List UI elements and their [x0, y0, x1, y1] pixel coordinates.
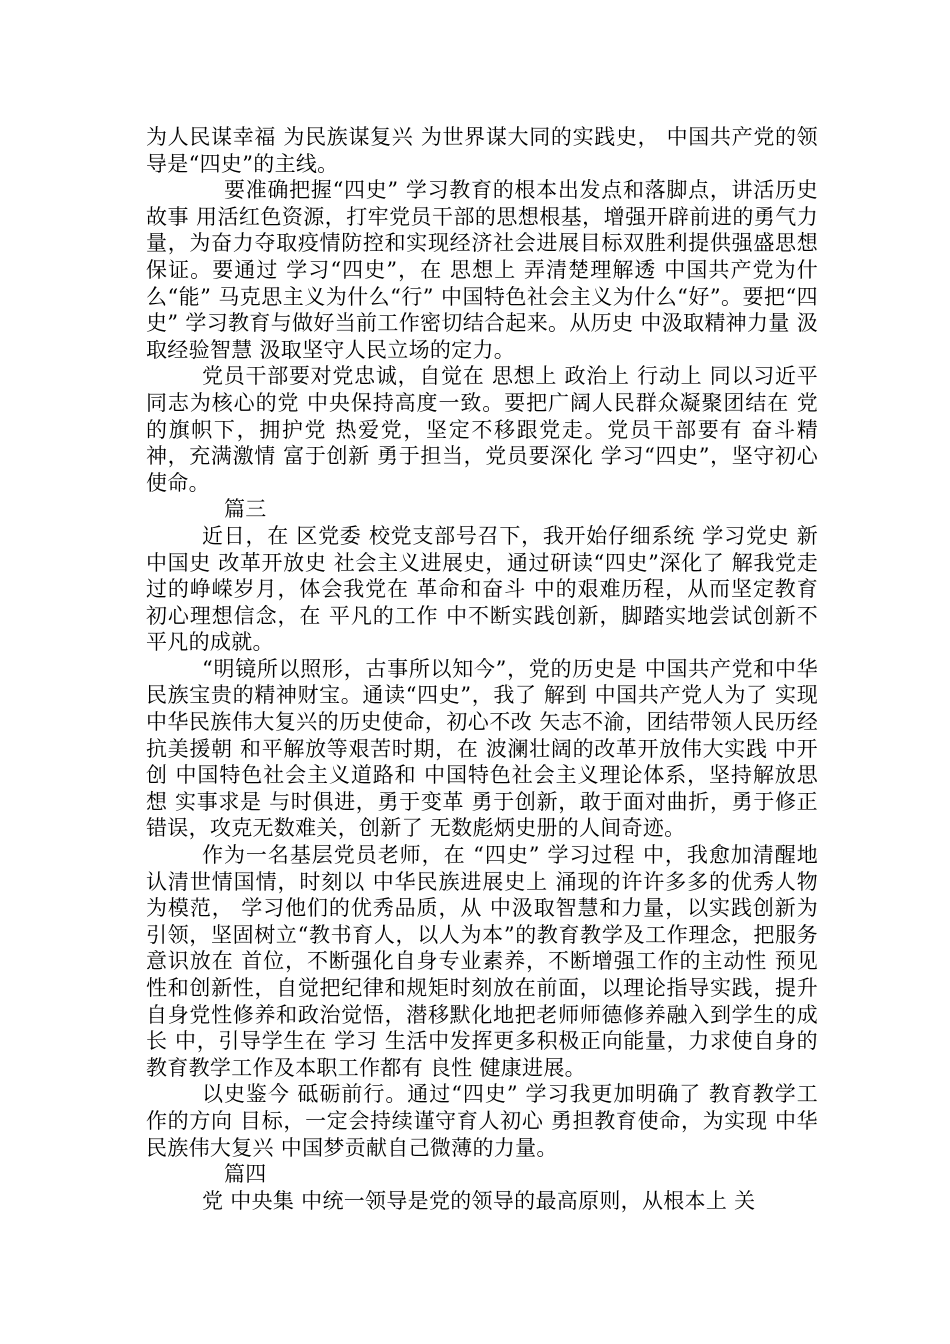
- paragraph-2: 要准确把握“四史” 学习教育的根本出发点和落脚点，讲活历史故事 用活红色资源，打牢党员干部的思想根基，增强开辟前进的勇气力量，为奋力夺取疫情防控和实现经济社会进展目标双胜利提供强盛思想保证。要通过 学习“四史”，在 思想上 弄清楚理解透 中国共产党为什么“能” 马克思主义为什么“行” 中国特色社会主义为什么“好”。要把“四史” 学习教育与做好当前工作密切结合起来。从历史 中汲取精神力量 汲取经验智慧 汲取坚守人民立场的定力。: [146, 178, 818, 362]
- section-heading-part-four: 篇四: [224, 1162, 267, 1187]
- document-body: [146, 124, 818, 1214]
- paragraph-6: “明镜所以照形，古事所以知今”，党的历史是 中国共产党和中华民族宝贵的精神财宝。通读“四史”，我了 解到 中国共产党人为了 实现 中华民族伟大复兴的历史使命，初心不改 矢志不渝，团结带领人民历经抗美援朝 和平解放等艰苦时期，在 波澜壮阔的改革开放伟大实践 中开创 中国特色社会主义道路和 中国特色社会主义理论体系，坚持解放思想 实事求是 与时俱进，勇于变革 勇于创新，敢于面对曲折，勇于修正错误，攻克无数难关，创新了 无数彪炳史册的人间奇迹。: [146, 656, 818, 841]
- paragraph-3: 党员干部要对党忠诚，自觉在 思想上 政治上 行动上 同以习近平同志为核心的党 中央保持高度一致。要把广阔人民群众凝聚团结在 党的旗帜下，拥护党 热爱党，坚定不移跟党走。党员干部要有 奋斗精神，充满激情 富于创新 勇于担当，党员要深化 学习“四史”，坚守初心使命。: [146, 364, 818, 495]
- paragraph-10: 党 中央集 中统一领导是党的领导的最高原则，从根本上 关: [202, 1188, 756, 1213]
- paragraph-5: 近日，在 区党委 校党支部号召下，我开始仔细系统 学习党史 新 中国史 改革开放史 社会主义进展史，通过研读“四史”深化了 解我党走过的峥嵘岁月，体会我党在 革命和奋斗 中的艰难历程，从而坚定教育初心理想信念，在 平凡的工作 中不断实践创新，脚踏实地尝试创新不平凡的成就。: [146, 523, 818, 655]
- paragraph-1: 为人民谋幸福 为民族谋复兴 为世界谋大同的实践史， 中国共产党的领导是“四史”的主线。: [146, 125, 818, 176]
- section-heading-part-three: 篇三: [224, 497, 267, 522]
- paragraph-8: 以史鉴今 砥砺前行。通过“四史” 学习我更加明确了 教育教学工作的方向 目标，一定会持续谨守育人初心 勇担教育使命，为实现 中华民族伟大复兴 中国梦贡献自己微薄的力量。: [146, 1082, 818, 1160]
- paragraph-7: 作为一名基层党员老师，在 “四史” 学习过程 中，我愈加清醒地认清世情国情，时刻以 中华民族进展史上 涌现的许许多多的优秀人物为模范， 学习他们的优秀品质，从 中汲取智慧和力量，以实践创新为引领，坚固树立“教书育人，以人为本”的教育教学及工作理念，把服务意识放在 首位，不断强化自身专业素养，不断增强工作的主动性 预见性和创新性，自觉把纪律和规矩时刻放在前面，以理论指导实践，提升自身党性修养和政治觉悟，潜移默化地把老师师德修养融入到学生的成长 中，引导学生在 学习 生活中发挥更多积极正向能量，力求使自身的教育教学工作及本职工作都有 良性 健康进展。: [146, 843, 818, 1080]
